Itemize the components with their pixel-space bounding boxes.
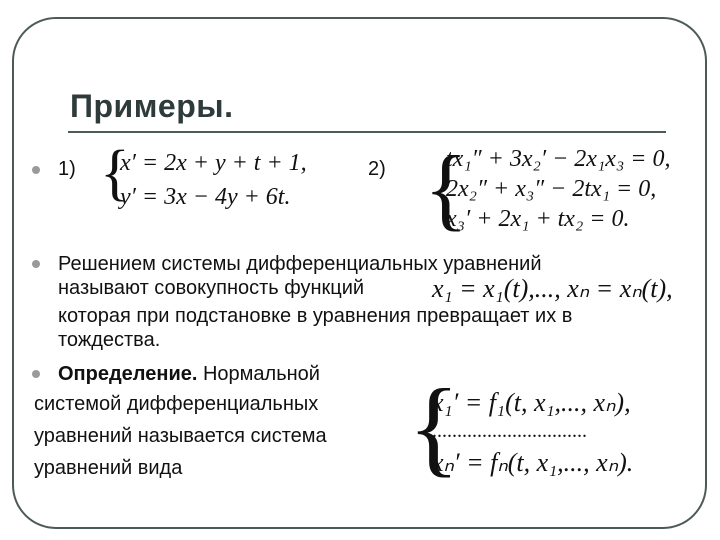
- normal-eqn: xₙ′ = fₙ(t, x₁,..., xₙ).: [432, 448, 634, 477]
- para1-line2: называют совокупность функций: [58, 277, 365, 299]
- brace-icon: {: [408, 368, 460, 487]
- bullet-icon: [32, 260, 40, 268]
- definition-line3: уравнений называется система: [34, 425, 327, 447]
- example2-eq1: tx₁″ + 3x₂′ − 2x₁x₃ = 0,: [446, 146, 671, 172]
- brace-icon: {: [424, 137, 469, 239]
- normal-dots: ...............................: [432, 420, 587, 442]
- para1-line4: тождества.: [58, 329, 161, 351]
- example1-eq2: y′ = 3x − 4y + 6t.: [120, 184, 291, 210]
- definition-text: Нормальной: [202, 363, 320, 385]
- normal-eq1: x₁′ = f₁(t, x₁,..., xₙ),: [432, 388, 631, 417]
- example2-eq2: 2x₂″ + x₃″ − 2tx₁ = 0,: [446, 176, 657, 202]
- para1-formula: x₁ = x₁(t),..., xₙ = xₙ(t),: [432, 274, 673, 303]
- bullet-icon: [32, 166, 40, 174]
- para1-line3: которая при подстановке в уравнения превращает их в: [58, 305, 573, 327]
- brace-icon: {: [100, 139, 130, 207]
- example2-label: 2): [368, 158, 386, 180]
- definition-label: Определение.: [58, 363, 198, 385]
- definition-line2: системой дифференциальных: [34, 393, 319, 415]
- bullet-icon: [32, 370, 40, 378]
- slide-title: Примеры.: [70, 88, 234, 124]
- definition-line1: [58, 362, 320, 386]
- definition-line4: уравнений вида: [34, 457, 183, 479]
- example1-label: 1): [58, 158, 76, 180]
- example2-eq3: x₃′ + 2x₁ + tx₂ = 0.: [446, 206, 630, 232]
- para1-line1: Решением системы дифференциальных уравнений: [58, 253, 542, 275]
- title-underline: [68, 131, 666, 133]
- example1-eq1: x′ = 2x + y + t + 1,: [120, 150, 307, 176]
